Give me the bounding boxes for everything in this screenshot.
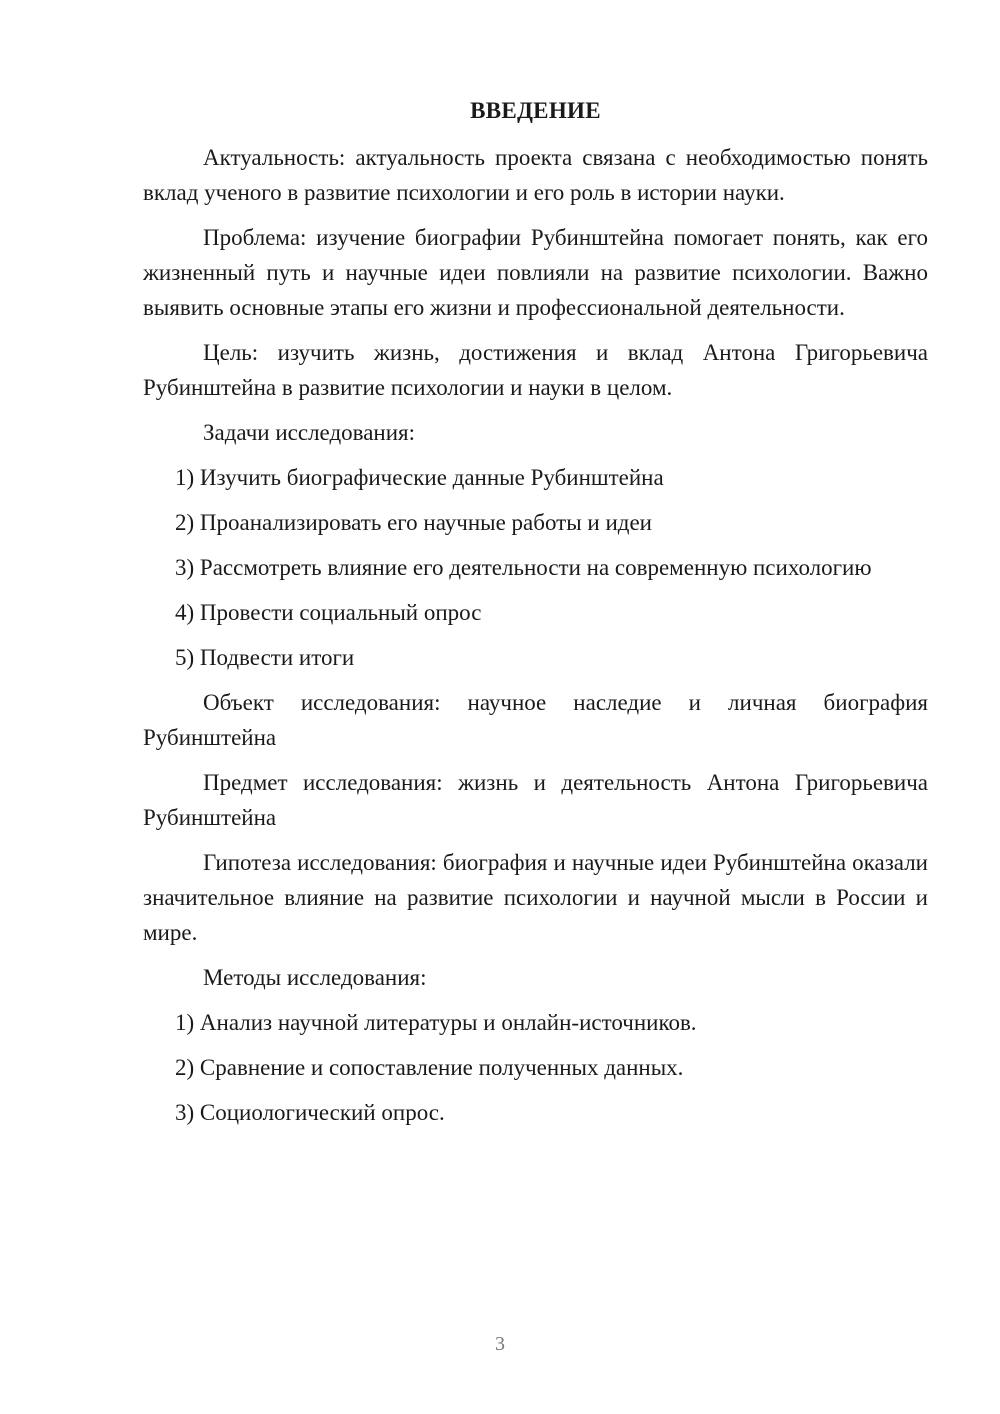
section-title: ВВЕДЕНИЕ	[470, 98, 601, 123]
relevance-paragraph: Актуальность: актуальность проекта связана с необходимостью понять вклад ученого в развитие психологии и его роль в истории науки.	[143, 145, 928, 205]
method-item: 1) Анализ научной литературы и онлайн-источников.	[175, 1010, 697, 1035]
object-paragraph: Объект исследования: научное наследие и личная биография Рубинштейна	[143, 690, 928, 750]
goal-paragraph: Цель: изучить жизнь, достижения и вклад Антона Григорьевича Рубинштейна в развитие психологии и науки в целом.	[143, 340, 928, 400]
task-item: 2) Проанализировать его научные работы и идеи	[175, 510, 652, 535]
task-item: 1) Изучить биографические данные Рубинштейна	[175, 465, 664, 490]
method-item: 3) Социологический опрос.	[175, 1100, 445, 1125]
tasks-heading: Задачи исследования:	[203, 420, 416, 445]
page-number: 3	[495, 1333, 505, 1355]
methods-heading: Методы исследования:	[203, 965, 427, 990]
methods-list	[143, 1005, 928, 1130]
subject-paragraph: Предмет исследования: жизнь и деятельность Антона Григорьевича Рубинштейна	[143, 770, 928, 830]
problem-paragraph: Проблема: изучение биографии Рубинштейна помогает понять, как его жизненный путь и научные идеи повлияли на развитие психологии. Важно выявить основные этапы его жизни и профессиональной деятельности.	[143, 225, 928, 320]
task-item: 3) Рассмотреть влияние его деятельности на современную психологию	[175, 555, 872, 580]
hypothesis-paragraph: Гипотеза исследования: биография и научные идеи Рубинштейна оказали значительное влияние на развитие психологии и научной мысли в России и мире.	[143, 850, 928, 945]
task-item: 5) Подвести итоги	[175, 645, 355, 670]
page-content	[143, 93, 928, 1140]
task-item: 4) Провести социальный опрос	[175, 600, 482, 625]
tasks-list	[143, 460, 928, 675]
method-item: 2) Сравнение и сопоставление полученных данных.	[175, 1055, 684, 1080]
